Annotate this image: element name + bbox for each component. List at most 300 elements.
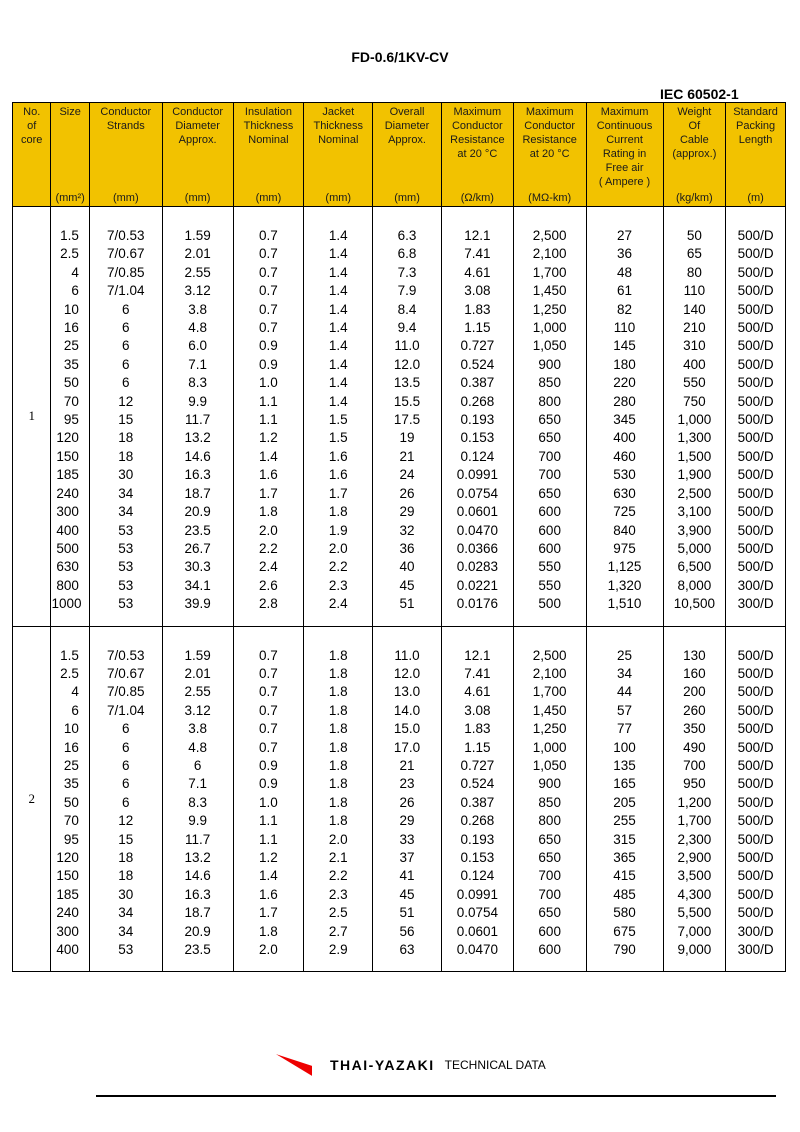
cell-value: 1,320 — [607, 577, 642, 593]
cell-value: 500/D — [737, 356, 774, 372]
cell-value: 150 — [56, 448, 79, 464]
cell-value: 20.9 — [184, 923, 211, 939]
cell-value: 1,250 — [532, 721, 567, 737]
cell-value: 8,000 — [677, 577, 712, 593]
cell-value: 3.8 — [188, 301, 208, 317]
cell-value: 500/D — [737, 868, 774, 884]
cell-value: 16 — [63, 739, 79, 755]
cell-value: 6 — [122, 739, 130, 755]
cell-value: 4.61 — [464, 264, 491, 280]
cell-value: 3.8 — [188, 721, 208, 737]
cell-value: 700 — [538, 886, 561, 902]
cell-value: 7.9 — [397, 283, 417, 299]
cell-value: 41 — [399, 868, 415, 884]
cell-value: 44 — [617, 684, 633, 700]
cell-value: 56 — [399, 923, 415, 939]
footer-rule — [96, 1095, 776, 1097]
cell-value: 50 — [63, 375, 79, 391]
cell-value: 530 — [613, 467, 636, 483]
cell-value: 600 — [538, 540, 561, 556]
cell-value: 500/D — [737, 647, 774, 663]
cell-value: 65 — [686, 246, 702, 262]
header-line: Conductor — [100, 106, 152, 118]
core-count: 1 — [13, 207, 51, 627]
cell-value: 7.41 — [464, 246, 491, 262]
column-header — [663, 103, 726, 190]
cell-value: 1.83 — [464, 721, 491, 737]
cell-value: 700 — [683, 757, 706, 773]
cell-value: 750 — [683, 393, 706, 409]
cell-value: 14.0 — [393, 702, 421, 718]
cell-value: 6 — [122, 301, 130, 317]
cell-value: 0.0283 — [456, 559, 498, 575]
cell-value: 2,500 — [532, 647, 567, 663]
header-line: of — [27, 120, 37, 132]
cell-value: 5,000 — [677, 540, 712, 556]
data-column-cell — [726, 207, 786, 627]
cell-value: 485 — [613, 886, 636, 902]
cell-value: 500/D — [737, 448, 774, 464]
column-unit: (kg/km) — [663, 189, 726, 207]
cell-value: 1.4 — [328, 246, 348, 262]
cell-value: 1.1 — [259, 813, 278, 829]
cell-value: 3.12 — [184, 702, 211, 718]
cell-value: 26.7 — [184, 540, 211, 556]
header-line: Conductor — [172, 106, 223, 118]
data-column-cell — [51, 626, 89, 972]
cell-value: 3.08 — [464, 702, 491, 718]
cell-value: 300/D — [737, 942, 774, 958]
cell-value: 140 — [683, 301, 706, 317]
cell-value: 11.0 — [394, 338, 420, 354]
cell-value: 0.0754 — [456, 485, 498, 501]
cell-value: 2.1 — [328, 850, 348, 865]
cell-value: 0.0221 — [456, 577, 498, 593]
cell-value: 8.3 — [188, 375, 208, 391]
cell-value: 850 — [538, 794, 561, 810]
cell-value: 7/0.85 — [107, 684, 145, 700]
cell-value: 500/D — [737, 721, 774, 737]
cell-value: 1.5 — [60, 647, 79, 663]
cell-value: 0.9 — [259, 776, 278, 792]
header-line: Resistance — [450, 134, 505, 146]
cell-value: 630 — [613, 485, 636, 501]
cell-value: 50 — [686, 228, 702, 243]
cell-value: 13.2 — [184, 430, 211, 446]
cell-value: 23.5 — [184, 942, 211, 958]
cell-value: 17.5 — [393, 412, 421, 428]
cell-value: 7/0.53 — [107, 647, 145, 663]
cell-value: 0.193 — [460, 412, 495, 428]
cell-value: 725 — [613, 504, 636, 520]
cell-value: 120 — [56, 430, 79, 446]
cell-value: 500/D — [737, 246, 774, 262]
header-line: Insulation — [244, 106, 292, 118]
cell-value: 51 — [399, 905, 415, 921]
column-unit — [13, 189, 51, 207]
cell-value: 500/D — [737, 485, 774, 501]
cell-value: 500/D — [737, 301, 774, 317]
cell-value: 1,500 — [677, 448, 712, 464]
cell-value: 19 — [399, 430, 415, 446]
cell-value: 2.0 — [259, 522, 278, 538]
cell-value: 0.7 — [259, 228, 278, 243]
header-line: Length — [738, 134, 773, 146]
cell-value: 0.0754 — [456, 905, 498, 921]
cell-value: 61 — [617, 283, 633, 299]
cell-value: 650 — [538, 485, 561, 501]
cell-value: 8.3 — [188, 794, 208, 810]
cell-value: 0.7 — [259, 283, 278, 299]
cell-value: 6 — [71, 702, 79, 718]
cell-value: 35 — [63, 356, 79, 372]
cell-value: 70 — [63, 393, 79, 409]
cell-value: 600 — [538, 504, 561, 520]
cell-value: 0.7 — [259, 320, 278, 336]
cell-value: 29 — [399, 504, 415, 520]
header-line: core — [21, 134, 43, 146]
cell-value: 1.7 — [259, 485, 278, 501]
cell-value: 2.2 — [328, 559, 348, 575]
cell-value: 34 — [118, 905, 134, 921]
cell-value: 25 — [63, 757, 79, 773]
cell-value: 13.0 — [393, 684, 421, 700]
cell-value: 4.8 — [188, 320, 208, 336]
cell-value: 1.4 — [259, 868, 278, 884]
cell-value: 10,500 — [673, 596, 715, 612]
core-count: 2 — [13, 626, 51, 972]
cell-value: 0.0601 — [456, 923, 498, 939]
cell-value: 33 — [399, 831, 415, 847]
column-unit: (Ω/km) — [441, 189, 513, 207]
cell-value: 1.2 — [259, 850, 278, 865]
cell-value: 12 — [118, 393, 134, 409]
brand-name: THAI-YAZAKI — [330, 1057, 435, 1073]
cell-value: 1.9 — [328, 522, 348, 538]
header-line: Approx. — [388, 134, 426, 146]
header-line: Packing — [736, 120, 776, 132]
cell-value: 345 — [613, 412, 636, 428]
cell-value: 400 — [613, 430, 636, 446]
data-column-cell — [663, 626, 726, 972]
cell-value: 16 — [63, 320, 79, 336]
core-group — [13, 626, 786, 972]
data-column-cell — [89, 207, 162, 627]
cell-value: 1.83 — [464, 301, 491, 317]
header-line: at 20 °C — [529, 148, 570, 160]
cell-value: 2.0 — [259, 942, 278, 958]
header-line: Thickness — [313, 120, 363, 132]
cell-value: 3.12 — [184, 283, 211, 299]
cell-value: 24 — [399, 467, 415, 483]
header-line: Diameter — [384, 120, 430, 132]
cell-value: 1.4 — [328, 338, 348, 354]
cell-value: 1.59 — [184, 647, 211, 663]
cell-value: 6.0 — [188, 338, 208, 354]
cell-value: 2,900 — [677, 850, 712, 865]
cell-value: 30 — [118, 886, 134, 902]
header-line: ( Ampere ) — [598, 176, 651, 188]
cell-value: 300 — [56, 923, 79, 939]
cell-value: 550 — [538, 559, 561, 575]
cell-value: 6,500 — [677, 559, 712, 575]
cell-value: 2.0 — [328, 831, 348, 847]
cell-value: 2.6 — [259, 577, 278, 593]
cell-value: 0.387 — [460, 794, 495, 810]
cell-value: 4 — [71, 684, 79, 700]
cell-value: 2.4 — [259, 559, 278, 575]
cell-value: 6 — [122, 757, 130, 773]
column-unit: (mm) — [304, 189, 373, 207]
cell-value: 550 — [538, 577, 561, 593]
cell-value: 500/D — [737, 776, 774, 792]
cell-value: 110 — [683, 283, 706, 299]
cell-value: 500/D — [737, 831, 774, 847]
cell-value: 45 — [399, 886, 415, 902]
cell-value: 1.2 — [259, 430, 278, 446]
cell-value: 13.5 — [393, 375, 421, 391]
cell-value: 1.1 — [259, 393, 278, 409]
cell-value: 1.4 — [328, 375, 348, 391]
cell-value: 2.5 — [328, 905, 348, 921]
cell-value: 1.7 — [328, 485, 348, 501]
cell-value: 57 — [617, 702, 633, 718]
cell-value: 0.193 — [460, 831, 495, 847]
cell-value: 23.5 — [184, 522, 211, 538]
footer-label: TECHNICAL DATA — [444, 1058, 546, 1072]
cell-value: 1.4 — [328, 393, 348, 409]
cell-value: 2.5 — [60, 665, 79, 681]
cell-value: 650 — [538, 412, 561, 428]
cell-value: 30 — [118, 467, 134, 483]
cell-value: 1,000 — [532, 320, 567, 336]
cell-value: 40 — [399, 559, 415, 575]
cell-value: 53 — [118, 540, 134, 556]
cell-value: 165 — [613, 776, 636, 792]
cell-value: 400 — [683, 356, 706, 372]
data-column-cell — [89, 626, 162, 972]
cell-value: 1.8 — [328, 776, 348, 792]
cell-value: 0.124 — [460, 868, 495, 884]
cell-value: 500/D — [737, 393, 774, 409]
header-line: Resistance — [522, 134, 577, 146]
cell-value: 1.4 — [328, 228, 348, 243]
data-column-cell — [233, 626, 304, 972]
cell-value: 1,000 — [532, 739, 567, 755]
cell-value: 600 — [538, 923, 561, 939]
cell-value: 48 — [617, 264, 633, 280]
cell-value: 1.8 — [328, 702, 348, 718]
cell-value: 29 — [399, 813, 415, 829]
cell-value: 7/0.67 — [107, 246, 145, 262]
cell-value: 2.0 — [328, 540, 348, 556]
cell-value: 500/D — [737, 665, 774, 681]
footer-brand — [276, 1057, 546, 1073]
column-unit: (MΩ-km) — [513, 189, 586, 207]
cell-value: 0.387 — [460, 375, 495, 391]
cell-value: 365 — [613, 850, 636, 865]
cell-value: 26 — [399, 794, 415, 810]
data-column-cell — [586, 626, 663, 972]
cell-value: 9.9 — [188, 393, 208, 409]
cell-value: 500/D — [737, 794, 774, 810]
cell-value: 3,900 — [677, 522, 712, 538]
cell-value: 300/D — [737, 596, 774, 612]
cell-value: 11.7 — [184, 831, 211, 847]
header-line: Jacket — [322, 106, 355, 118]
cell-value: 11.7 — [184, 412, 211, 428]
cell-value: 18 — [118, 850, 134, 865]
cell-value: 1,300 — [677, 430, 712, 446]
cell-value: 0.0601 — [456, 504, 498, 520]
cell-value: 4.61 — [464, 684, 491, 700]
cell-value: 0.9 — [259, 338, 278, 354]
cell-value: 9,000 — [677, 942, 712, 958]
cell-value: 0.0991 — [456, 886, 498, 902]
cell-value: 14.6 — [184, 868, 211, 884]
cell-value: 82 — [617, 301, 633, 317]
cell-value: 12.0 — [393, 665, 421, 681]
header-line: Nominal — [318, 134, 359, 146]
cell-value: 500/D — [737, 905, 774, 921]
cell-value: 34 — [617, 665, 633, 681]
cell-value: 7/1.04 — [107, 702, 145, 718]
document-title: FD-0.6/1KV-CV — [351, 49, 449, 65]
cell-value: 1.8 — [328, 757, 348, 773]
standard-label: IEC 60502-1 — [660, 86, 739, 102]
header-line: Maximum — [453, 106, 502, 118]
cell-value: 1.6 — [328, 467, 348, 483]
cell-value: 700 — [538, 448, 561, 464]
cell-value: 0.268 — [460, 393, 495, 409]
cell-value: 9.4 — [397, 320, 417, 336]
header-line: Strands — [106, 120, 145, 132]
cell-value: 12.1 — [464, 647, 491, 663]
cell-value: 240 — [56, 905, 79, 921]
cell-value: 9.9 — [188, 813, 208, 829]
cell-value: 500/D — [737, 504, 774, 520]
cell-value: 2.55 — [184, 264, 211, 280]
cell-value: 15 — [118, 831, 134, 847]
cell-value: 185 — [56, 467, 79, 483]
cell-value: 53 — [118, 559, 134, 575]
cell-value: 100 — [613, 739, 636, 755]
cell-value: 2.2 — [328, 868, 348, 884]
cell-value: 1,200 — [677, 794, 712, 810]
cell-value: 800 — [538, 813, 561, 829]
cell-value: 0.727 — [460, 757, 495, 773]
cell-value: 500/D — [737, 338, 774, 354]
cell-value: 800 — [538, 393, 561, 409]
cell-value: 1.6 — [259, 467, 278, 483]
cell-value: 1.1 — [259, 412, 278, 428]
cell-value: 18.7 — [184, 905, 211, 921]
cell-value: 77 — [617, 721, 633, 737]
cell-value: 2.5 — [60, 246, 79, 262]
cell-value: 53 — [118, 577, 134, 593]
cell-value: 14.6 — [184, 448, 211, 464]
data-column-cell — [373, 207, 442, 627]
cell-value: 500/D — [737, 522, 774, 538]
cell-value: 27 — [617, 228, 633, 243]
cell-value: 2.3 — [328, 577, 348, 593]
cell-value: 1.8 — [328, 794, 348, 810]
yazaki-logo-icon — [276, 1054, 312, 1076]
data-column-cell — [162, 626, 233, 972]
cell-value: 1.5 — [328, 412, 348, 428]
cell-value: 2.01 — [184, 246, 211, 262]
cell-value: 500/D — [737, 320, 774, 336]
cable-spec-table — [12, 102, 786, 972]
cell-value: 1,900 — [677, 467, 712, 483]
cell-value: 1.8 — [328, 647, 348, 663]
cell-value: 11.0 — [394, 647, 420, 663]
cell-value: 300/D — [737, 577, 774, 593]
column-unit: (mm) — [89, 189, 162, 207]
cell-value: 1.8 — [328, 504, 348, 520]
cell-value: 1.8 — [328, 739, 348, 755]
cell-value: 32 — [399, 522, 415, 538]
cell-value: 220 — [613, 375, 636, 391]
cell-value: 650 — [538, 831, 561, 847]
cell-value: 13.2 — [184, 850, 211, 865]
cell-value: 0.9 — [259, 356, 278, 372]
cell-value: 18.7 — [184, 485, 211, 501]
cell-value: 7,000 — [677, 923, 712, 939]
cell-value: 21 — [399, 757, 415, 773]
data-column-cell — [663, 207, 726, 627]
cell-value: 7/0.67 — [107, 665, 145, 681]
cell-value: 0.153 — [460, 430, 495, 446]
cell-value: 4.8 — [188, 739, 208, 755]
cell-value: 1,510 — [607, 596, 642, 612]
cell-value: 1.4 — [328, 320, 348, 336]
cell-value: 500/D — [737, 813, 774, 829]
header-line: Thickness — [243, 120, 294, 132]
cell-value: 6 — [122, 320, 130, 336]
cell-value: 350 — [683, 721, 706, 737]
header-line: Overall — [389, 106, 425, 118]
cell-value: 51 — [399, 596, 415, 612]
cell-value: 1.0 — [259, 375, 278, 391]
column-header — [162, 103, 233, 190]
header-line: (approx.) — [672, 148, 717, 160]
header-line: Maximum — [525, 106, 574, 118]
cell-value: 255 — [613, 813, 636, 829]
cell-value: 0.524 — [460, 356, 495, 372]
column-header — [13, 103, 51, 190]
cell-value: 500/D — [737, 559, 774, 575]
cell-value: 6 — [122, 375, 130, 391]
column-unit: (m) — [726, 189, 786, 207]
cell-value: 3.08 — [464, 283, 491, 299]
cell-value: 0.7 — [259, 647, 278, 663]
cell-value: 12.0 — [393, 356, 421, 372]
cell-value: 2.55 — [184, 684, 211, 700]
cell-value: 36 — [399, 540, 415, 556]
cell-value: 310 — [683, 338, 706, 354]
cell-value: 0.153 — [460, 850, 495, 865]
column-unit: (mm) — [233, 189, 304, 207]
cell-value: 95 — [63, 412, 79, 428]
cell-value: 34 — [118, 504, 134, 520]
cell-value: 1.0 — [259, 794, 278, 810]
cell-value: 7.3 — [397, 264, 417, 280]
cell-value: 150 — [56, 868, 79, 884]
header-line: at 20 °C — [457, 148, 498, 160]
cell-value: 260 — [683, 702, 706, 718]
cell-value: 1,700 — [532, 684, 567, 700]
